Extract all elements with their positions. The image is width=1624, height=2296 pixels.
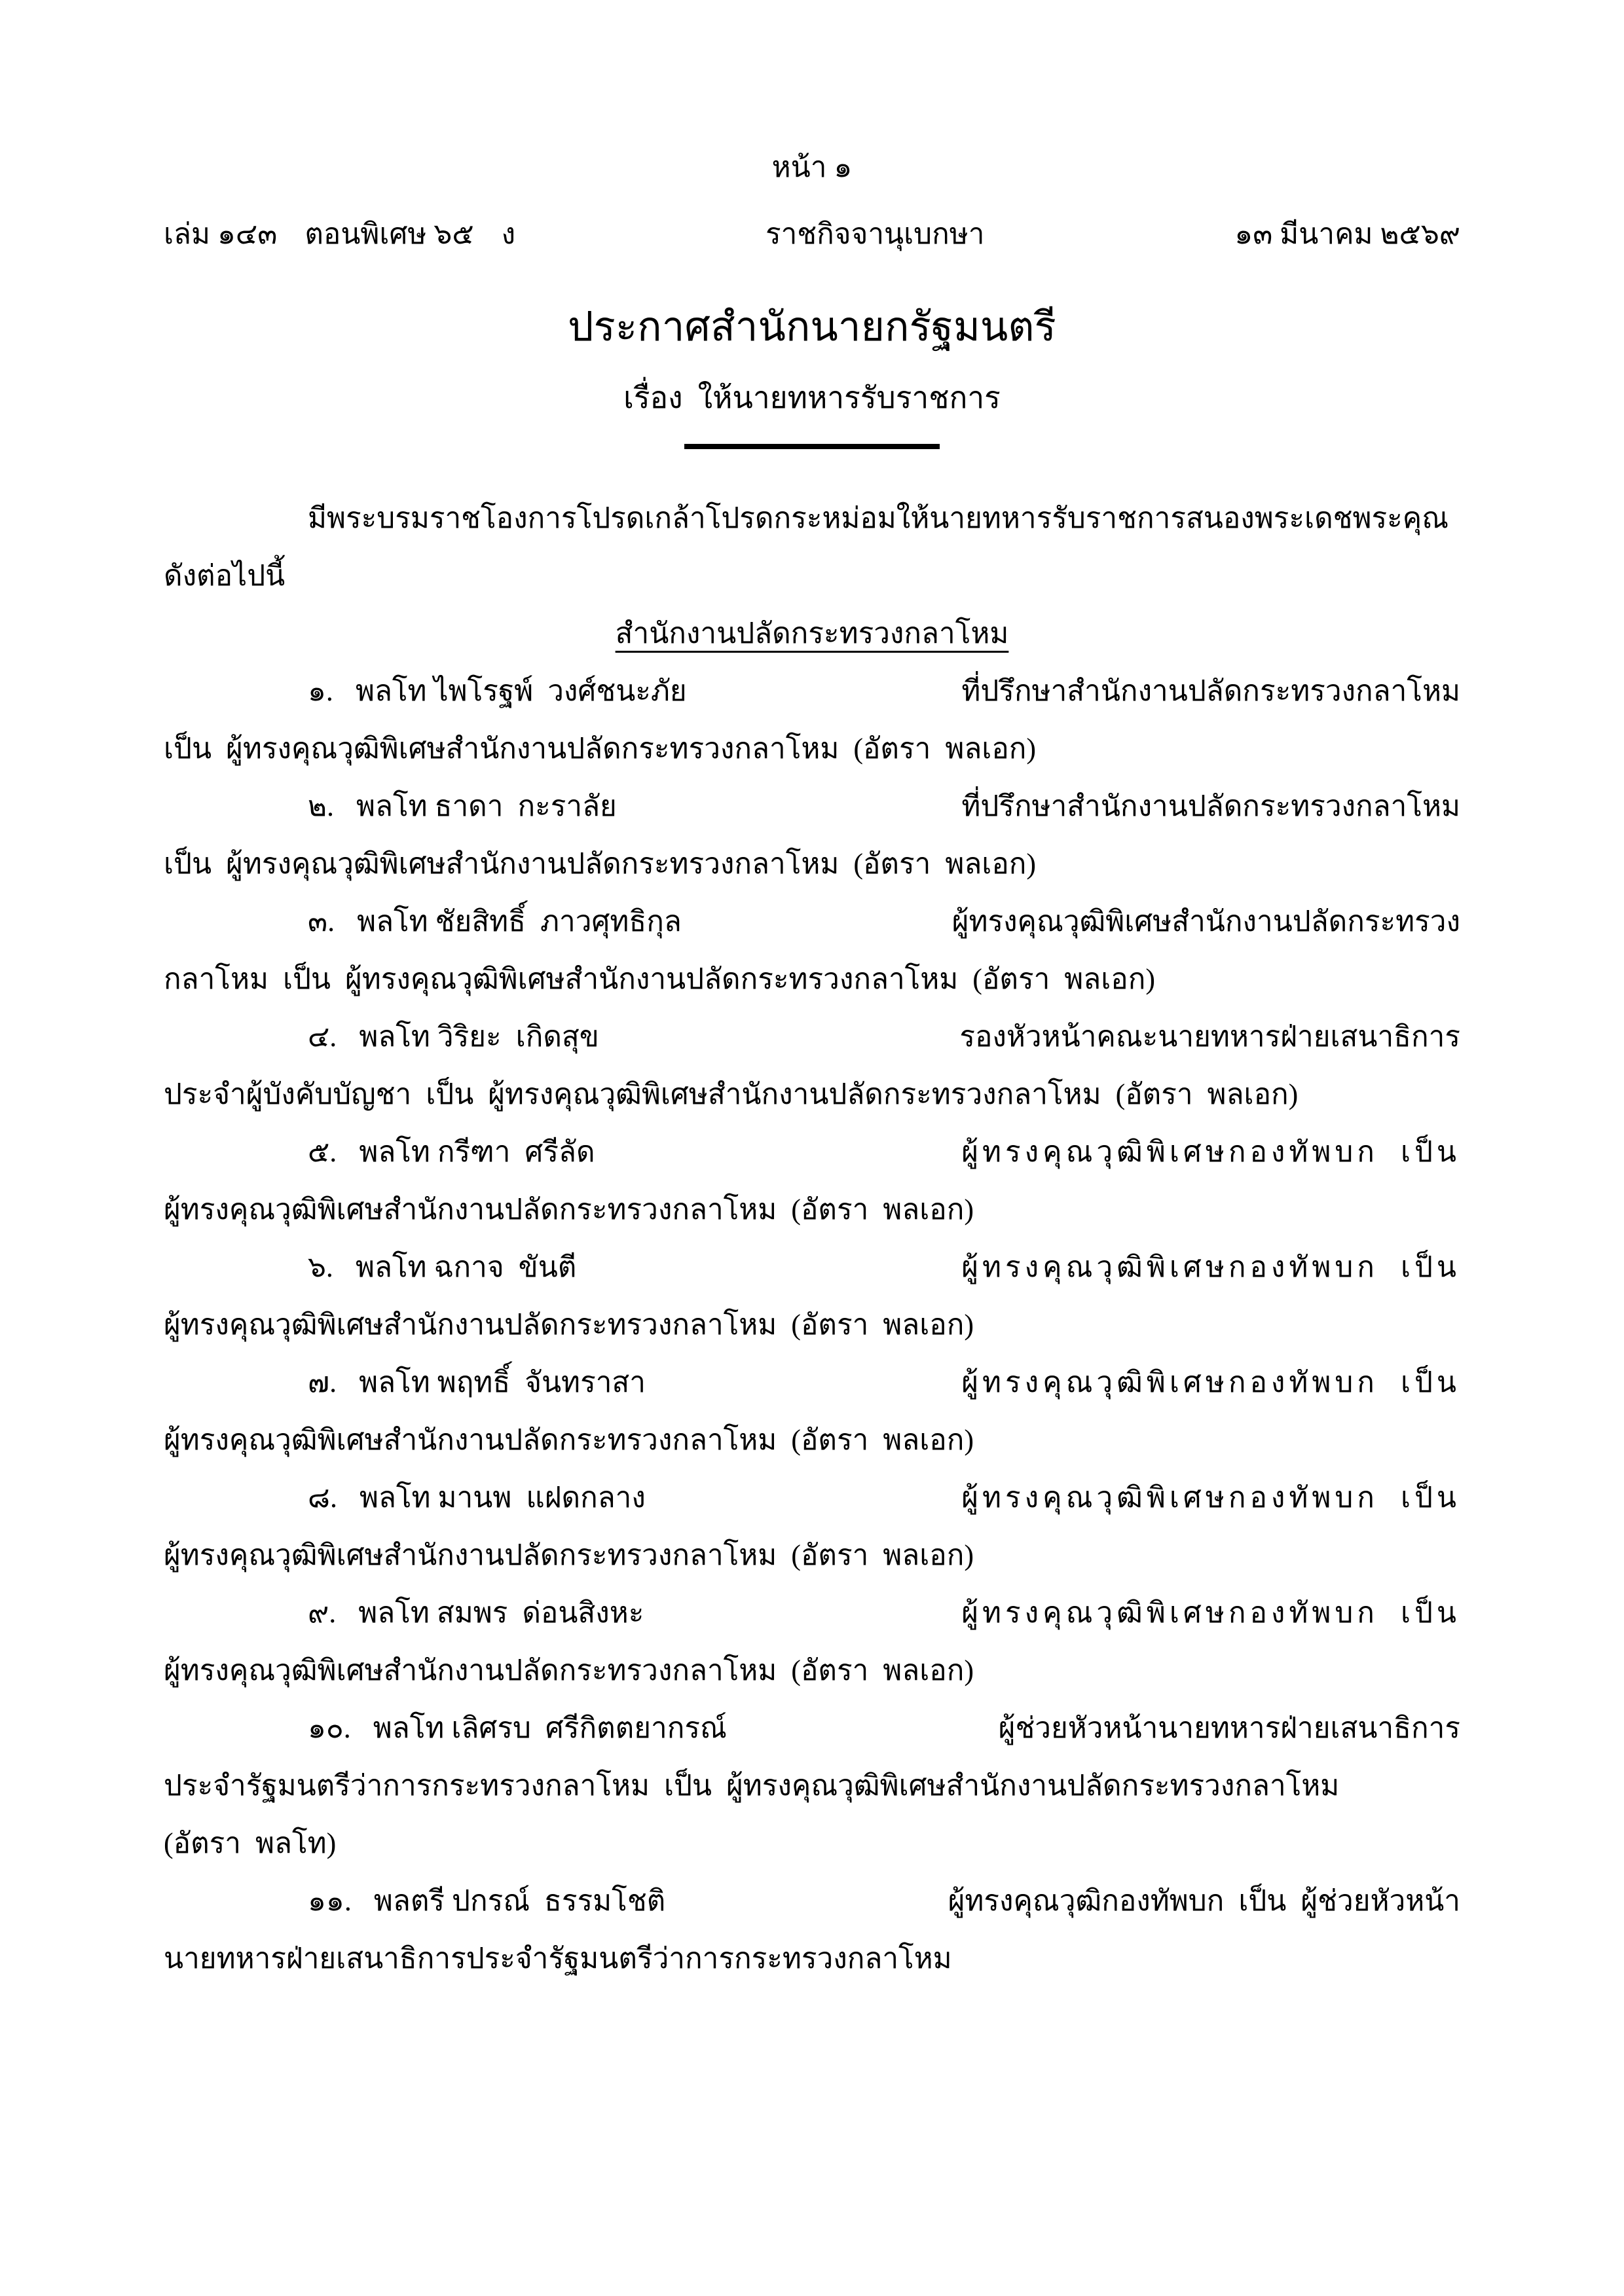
- officer-position: ผู้ทรงคุณวุฒิพิเศษกองทัพบก เป็น: [961, 1136, 1460, 1168]
- appointment-continuation: เป็น ผู้ทรงคุณวุฒิพิเศษสำนักงานปลัดกระทรวงกลาโหม (อัตรา พลเอก): [164, 848, 1037, 880]
- item-number: ๒.: [308, 790, 335, 822]
- intro-line: ดังต่อไปนี้: [164, 560, 286, 592]
- page-number: หน้า ๑: [771, 151, 853, 183]
- appointment-continuation: กลาโหม เป็น ผู้ทรงคุณวุฒิพิเศษสำนักงานปลัดกระทรวงกลาโหม (อัตรา พลเอก): [164, 963, 1156, 995]
- officer-name: พลโท สมพร ด่อนสิงหะ: [358, 1597, 644, 1629]
- masthead: [164, 217, 1460, 251]
- appointment-item: [164, 1354, 1460, 1412]
- appointment-continuation: ผู้ทรงคุณวุฒิพิเศษสำนักงานปลัดกระทรวงกลาโหม (อัตรา พลเอก): [164, 1654, 974, 1686]
- appointment-item: [164, 778, 1460, 835]
- item-number: ๙.: [308, 1597, 337, 1629]
- announcement-body: [164, 490, 1460, 1988]
- appointment-continuation: เป็น ผู้ทรงคุณวุฒิพิเศษสำนักงานปลัดกระทรวงกลาโหม (อัตรา พลเอก): [164, 733, 1037, 765]
- item-number: ๑.: [308, 675, 333, 707]
- item-number: ๘.: [308, 1482, 337, 1514]
- officer-name: พลโท เลิศรบ ศรีกิตตยากรณ์: [373, 1712, 727, 1744]
- appointment-continuation: ผู้ทรงคุณวุฒิพิเศษสำนักงานปลัดกระทรวงกลาโหม (อัตรา พลเอก): [164, 1424, 974, 1456]
- officer-name: พลตรี ปกรณ์ ธรรมโชติ: [373, 1885, 666, 1917]
- page-content: [0, 151, 1624, 1988]
- appointment-item: [164, 1872, 1460, 1930]
- appointment-item: [164, 1239, 1460, 1296]
- masthead-volume: เล่ม ๑๔๓: [164, 218, 278, 250]
- appointment-continuation: ผู้ทรงคุณวุฒิพิเศษสำนักงานปลัดกระทรวงกลาโหม (อัตรา พลเอก): [164, 1309, 974, 1341]
- item-number: ๗.: [308, 1366, 337, 1398]
- officer-position: ผู้ช่วยหัวหน้านายทหารฝ่ายเสนาธิการ: [998, 1712, 1460, 1744]
- appointment-continuation: นายทหารฝ่ายเสนาธิการประจำรัฐมนตรีว่าการกระทรวงกลาโหม: [164, 1942, 952, 1975]
- officer-name: พลโท พฤทธิ์ จันทราสา: [359, 1366, 646, 1398]
- officer-name: พลโท กรีฑา ศรีลัด: [359, 1136, 595, 1168]
- officer-position: ผู้ทรงคุณวุฒิพิเศษกองทัพบก เป็น: [961, 1366, 1460, 1398]
- item-number: ๑๐.: [308, 1712, 351, 1744]
- officer-name: พลโท ฉกาจ ขันตี: [355, 1251, 577, 1283]
- appointment-item: [164, 1700, 1460, 1757]
- officer-position: ผู้ทรงคุณวุฒิกองทัพบก เป็น ผู้ช่วยหัวหน้า: [948, 1885, 1460, 1917]
- officer-position: ที่ปรึกษาสำนักงานปลัดกระทรวงกลาโหม: [961, 675, 1460, 707]
- title-divider: [684, 444, 940, 449]
- officer-position: รองหัวหน้าคณะนายทหารฝ่ายเสนาธิการ: [959, 1021, 1460, 1053]
- section-heading: สำนักงานปลัดกระทรวงกลาโหม: [615, 617, 1009, 649]
- officer-name: พลโท วิริยะ เกิดสุข: [359, 1021, 599, 1053]
- appointment-continuation: ผู้ทรงคุณวุฒิพิเศษสำนักงานปลัดกระทรวงกลาโหม (อัตรา พลเอก): [164, 1194, 974, 1226]
- item-number: ๓.: [308, 905, 335, 938]
- appointment-item: [164, 1584, 1460, 1642]
- item-number: ๑๑.: [308, 1885, 352, 1917]
- masthead-part: ตอนพิเศษ ๖๕: [304, 218, 474, 250]
- officer-name: พลโท ไพโรฐพ์ วงศ์ชนะภัย: [355, 675, 687, 707]
- appointment-item: [164, 1123, 1460, 1181]
- gazette-name: ราชกิจจานุเบกษา: [765, 218, 985, 250]
- intro-line: มีพระบรมราชโองการโปรดเกล้าโปรดกระหม่อมให้นายทหารรับราชการสนองพระเดชพระคุณ: [308, 502, 1449, 534]
- appointment-continuation: ประจำรัฐมนตรีว่าการกระทรวงกลาโหม เป็น ผู้ทรงคุณวุฒิพิเศษสำนักงานปลัดกระทรวงกลาโหม: [164, 1770, 1340, 1802]
- item-number: ๕.: [308, 1136, 337, 1168]
- officer-position: ที่ปรึกษาสำนักงานปลัดกระทรวงกลาโหม: [961, 790, 1460, 822]
- appointment-item: [164, 663, 1460, 720]
- appointment-item: [164, 1008, 1460, 1066]
- announcement-title: ประกาศสำนักนายกรัฐมนตรี: [568, 305, 1056, 350]
- appointment-continuation: (อัตรา พลโท): [164, 1827, 337, 1859]
- appointment-item: [164, 1469, 1460, 1527]
- officer-position: ผู้ทรงคุณวุฒิพิเศษสำนักงานปลัดกระทรวง: [951, 905, 1460, 938]
- appointment-item: [164, 893, 1460, 951]
- appointment-continuation: ประจำผู้บังคับบัญชา เป็น ผู้ทรงคุณวุฒิพิเศษสำนักงานปลัดกระทรวงกลาโหม (อัตรา พลเอก): [164, 1078, 1299, 1110]
- officer-position: ผู้ทรงคุณวุฒิพิเศษกองทัพบก เป็น: [961, 1251, 1460, 1283]
- officer-position: ผู้ทรงคุณวุฒิพิเศษกองทัพบก เป็น: [961, 1597, 1460, 1629]
- item-number: ๔.: [308, 1021, 337, 1053]
- appointment-continuation: ผู้ทรงคุณวุฒิพิเศษสำนักงานปลัดกระทรวงกลาโหม (อัตรา พลเอก): [164, 1539, 974, 1571]
- issue-date: ๑๓ มีนาคม ๒๕๖๙: [1234, 218, 1460, 250]
- masthead-section-letter: ง: [501, 218, 516, 250]
- officer-name: พลโท มานพ แฝดกลาง: [359, 1482, 646, 1514]
- item-number: ๖.: [308, 1251, 333, 1283]
- officer-position: ผู้ทรงคุณวุฒิพิเศษกองทัพบก เป็น: [961, 1482, 1460, 1514]
- officer-name: พลโท ชัยสิทธิ์ ภาวศุทธิกุล: [357, 905, 682, 938]
- masthead-issue-info: [164, 217, 515, 251]
- announcement-subject: เรื่อง ให้นายทหารรับราชการ: [623, 381, 1001, 414]
- officer-name: พลโท ธาดา กะราลัย: [356, 790, 617, 822]
